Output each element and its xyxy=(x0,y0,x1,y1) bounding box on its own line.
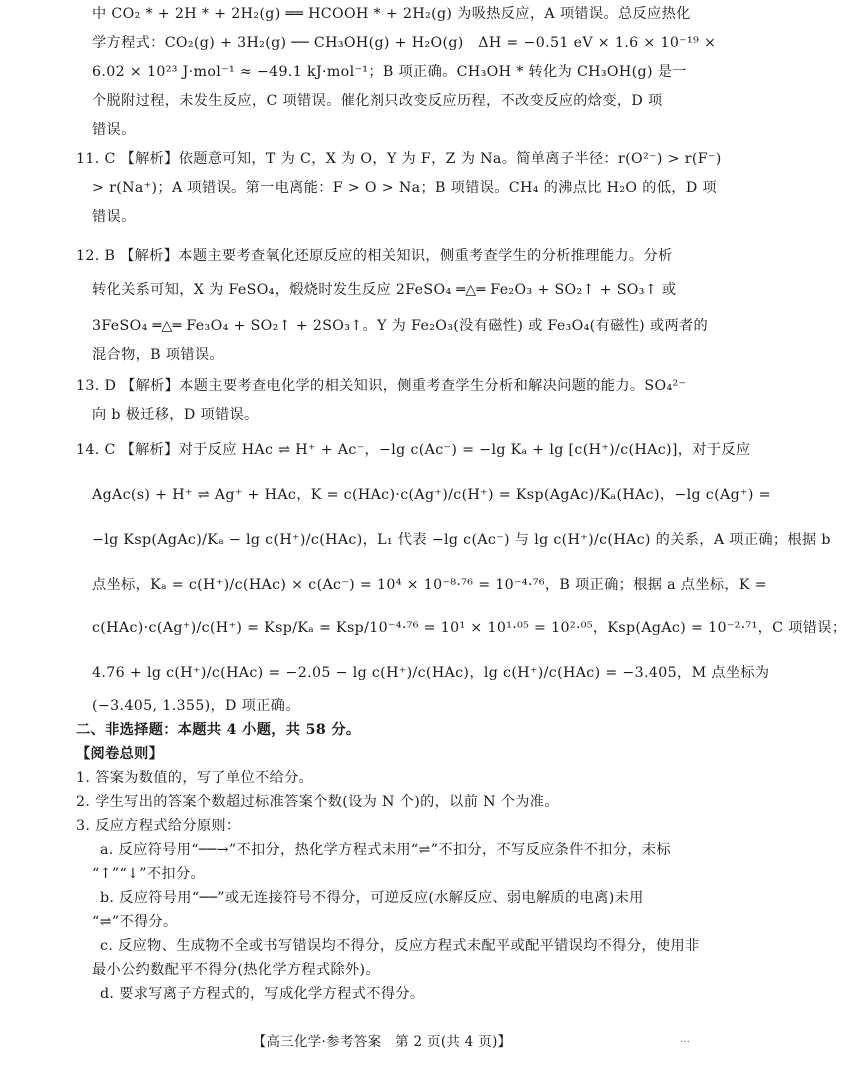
rule-3d: d. 要求写离子方程式的，写成化学方程式不得分。 xyxy=(100,986,425,1002)
rule-2: 2. 学生写出的答案个数超过标准答案个数(设为 N 个)的，以前 N 个为准。 xyxy=(76,794,559,810)
text-line: 点坐标，Kₐ = c(H⁺)/c(HAc) × c(Ac⁻) = 10⁴ × 10⁻⁸·⁷⁶ = 10⁻⁴·⁷⁶，B 项正确；根据 a 点坐标，K = xyxy=(92,577,767,593)
text-line: 3FeSO₄ ═△═ Fe₃O₄ + SO₂↑ + 2SO₃↑。Y 为 Fe₂O₃(没有磁性) 或 Fe₃O₄(有磁性) 或两者的 xyxy=(92,318,709,334)
grading-rules-heading: 【阅卷总则】 xyxy=(76,746,164,762)
text-line: 错误。 xyxy=(92,209,136,225)
text-line: 4.76 + lg c(H⁺)/c(HAc) = −2.05 − lg c(H⁺)/c(HAc)，lg c(H⁺)/c(HAc) = −3.405，M 点坐标为 xyxy=(92,665,770,681)
section-heading: 二、非选择题：本题共 4 小题，共 58 分。 xyxy=(76,722,361,738)
text-line: 中 CO₂ * + 2H * + 2H₂(g) ══ HCOOH * + 2H₂(g) 为吸热反应，A 项错误。总反应热化 xyxy=(92,6,691,22)
page-footer: 【高三化学·参考答案 第 2 页(共 4 页)】 xyxy=(252,1034,512,1050)
text-line: 混合物，B 项错误。 xyxy=(92,347,224,363)
rule-3c: c. 反应物、生成物不全或书写错误均不得分，反应方程式未配平或配平错误均不得分，使用非 xyxy=(100,938,700,954)
text-line: “⇌”不得分。 xyxy=(92,914,178,930)
rule-1: 1. 答案为数值的，写了单位不给分。 xyxy=(76,770,314,786)
question-12-line: 12. B 【解析】本题主要考查氧化还原反应的相关知识，侧重考查学生的分析推理能力。分析 xyxy=(76,248,673,264)
text-line: 最小公约数配平不得分(热化学方程式除外)。 xyxy=(92,962,380,978)
text-line: “↑”“↓”不扣分。 xyxy=(92,866,206,882)
text-line: 学方程式：CO₂(g) + 3H₂(g) ── CH₃OH(g) + H₂O(g) ΔH = −0.51 eV × 1.6 × 10⁻¹⁹ × xyxy=(92,35,717,51)
text-line: AgAc(s) + H⁺ ⇌ Ag⁺ + HAc，K = c(HAc)·c(Ag⁺)/c(H⁺) = Ksp(AgAc)/Kₐ(HAc)，−lg c(Ag⁺) = xyxy=(92,487,771,503)
text-line: (−3.405, 1.355)，D 项正确。 xyxy=(92,698,300,714)
corner-mark: … xyxy=(680,1034,690,1045)
question-13-line: 13. D 【解析】本题主要考查电化学的相关知识，侧重考查学生分析和解决问题的能力。SO₄²⁻ xyxy=(76,378,687,394)
question-11-line: 11. C 【解析】依题意可知，T 为 C，X 为 O，Y 为 F，Z 为 Na。简单离子半径：r(O²⁻) > r(F⁻) xyxy=(76,151,722,167)
rule-3b: b. 反应符号用“──”或无连接符号不得分，可逆反应(水解反应、弱电解质的电离)未用 xyxy=(100,890,644,906)
text-line: 个脱附过程，未发生反应，C 项错误。催化剂只改变反应历程，不改变反应的焓变，D 项 xyxy=(92,93,663,109)
text-line: 6.02 × 10²³ J·mol⁻¹ ≈ −49.1 kJ·mol⁻¹；B 项正确。CH₃OH * 转化为 CH₃OH(g) 是一 xyxy=(92,64,687,80)
text-line: 错误。 xyxy=(92,122,136,138)
text-line: c(HAc)·c(Ag⁺)/c(H⁺) = Ksp/Kₐ = Ksp/10⁻⁴·⁷⁶ = 10¹ × 10¹·⁰⁵ = 10²·⁰⁵，Ksp(AgAc) = 10⁻²·⁷¹，C 项错误； xyxy=(92,620,846,636)
rule-3a: a. 反应符号用“──→”不扣分，热化学方程式未用“⇌”不扣分，不写反应条件不扣分，未标 xyxy=(100,842,671,858)
question-14-line: 14. C 【解析】对于反应 HAc ⇌ H⁺ + Ac⁻，−lg c(Ac⁻) = −lg Kₐ + lg [c(H⁺)/c(HAc)]，对于反应 xyxy=(76,442,751,458)
text-line: 向 b 极迁移，D 项错误。 xyxy=(92,407,259,423)
rule-3: 3. 反应方程式给分原则： xyxy=(76,818,241,834)
text-line: −lg Ksp(AgAc)/Kₐ − lg c(H⁺)/c(HAc)，L₁ 代表 −lg c(Ac⁻) 与 lg c(H⁺)/c(HAc) 的关系，A 项正确；根据 b xyxy=(92,532,831,548)
text-line: > r(Na⁺)；A 项错误。第一电离能：F > O > Na；B 项错误。CH₄ 的沸点比 H₂O 的低，D 项 xyxy=(92,180,717,196)
text-line: 转化关系可知，X 为 FeSO₄，煅烧时发生反应 2FeSO₄ ═△═ Fe₂O₃ + SO₂↑ + SO₃↑ 或 xyxy=(92,282,677,298)
